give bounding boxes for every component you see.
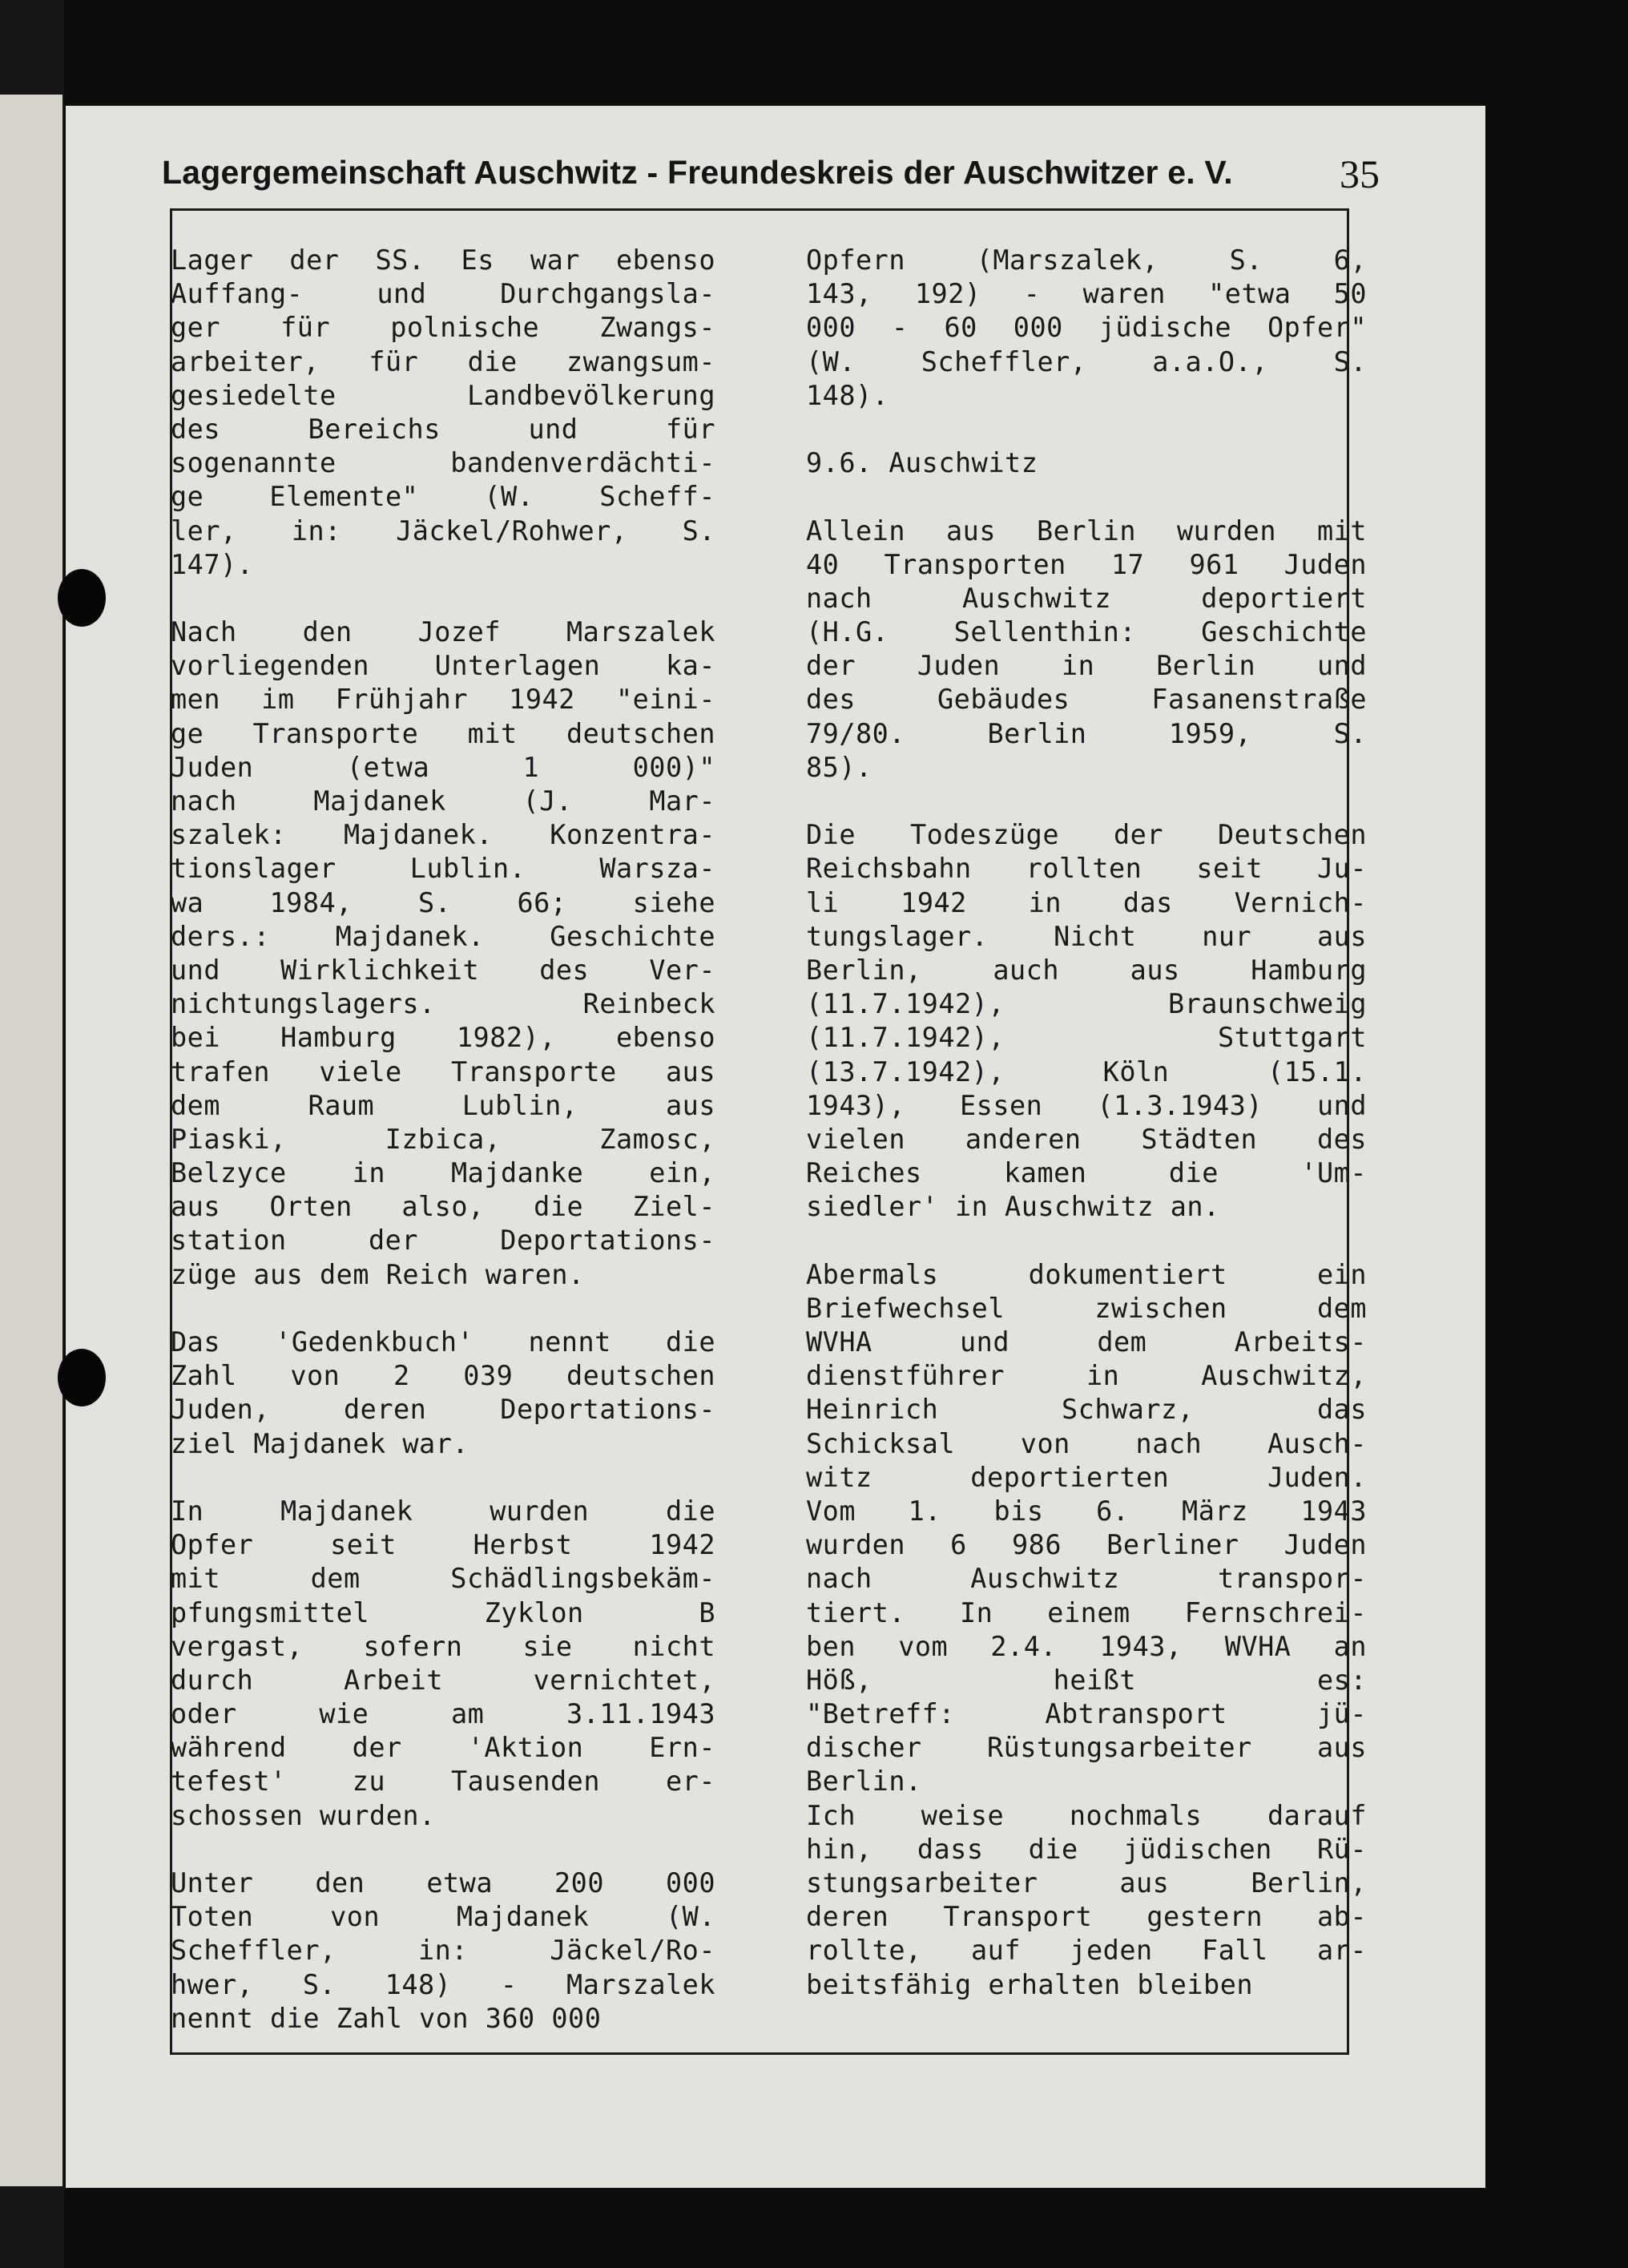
paragraph-gap bbox=[806, 785, 1383, 818]
text-line: rollte, auf jeden Fall ar- bbox=[806, 1935, 1367, 1967]
text-line: züge aus dem Reich waren. bbox=[171, 1258, 585, 1290]
text-line: Piaski, Izbica, Zamosc, bbox=[171, 1123, 715, 1155]
text-line: tefest' zu Tausenden er- bbox=[171, 1766, 715, 1798]
previous-page-edge bbox=[0, 95, 62, 2186]
text-line: Das 'Gedenkbuch' nennt die bbox=[171, 1326, 715, 1358]
text-line: szalek: Majdanek. Konzentra- bbox=[171, 819, 715, 851]
text-line: wa 1984, S. 66; siehe bbox=[171, 886, 715, 918]
left-text-column bbox=[171, 244, 731, 2036]
text-line: Reichsbahn rollten seit Ju- bbox=[806, 853, 1367, 885]
text-line: beitsfähig erhalten bleiben bbox=[806, 1968, 1254, 2000]
text-line: wurden 6 986 Berliner Juden bbox=[806, 1529, 1367, 1561]
text-line: stungsarbeiter aus Berlin, bbox=[806, 1867, 1367, 1899]
text-line: des Gebäudes Fasanenstraße bbox=[806, 684, 1367, 716]
text-line: Opfern (Marszalek, S. 6, bbox=[806, 244, 1367, 276]
text-line: gesiedelte Landbevölkerung bbox=[171, 379, 715, 411]
text-line: durch Arbeit vernichtet, bbox=[171, 1664, 715, 1696]
text-line: 40 Transporten 17 961 Juden bbox=[806, 548, 1367, 580]
paragraph-gap bbox=[806, 413, 1383, 446]
text-line: In Majdanek wurden die bbox=[171, 1495, 715, 1527]
paragraph-gap bbox=[806, 1224, 1383, 1257]
text-line: Reiches kamen die 'Um- bbox=[806, 1157, 1367, 1189]
text-line: men im Frühjahr 1942 "eini- bbox=[171, 684, 715, 716]
text-line: nennt die Zahl von 360 000 bbox=[171, 2002, 602, 2034]
text-line: 147). bbox=[171, 548, 254, 580]
text-line: vorliegenden Unterlagen ka- bbox=[171, 650, 715, 682]
text-line: Nach den Jozef Marszalek bbox=[171, 616, 715, 648]
text-line: Lager der SS. Es war ebenso bbox=[171, 244, 715, 276]
paragraph-gap bbox=[806, 480, 1383, 514]
text-line: des Bereichs und für bbox=[171, 413, 715, 445]
text-line: Belzyce in Majdanke ein, bbox=[171, 1157, 715, 1189]
text-line: discher Rüstungsarbeiter aus bbox=[806, 1732, 1367, 1764]
text-line: Zahl von 2 039 deutschen bbox=[171, 1360, 715, 1392]
paragraph-gap bbox=[171, 1833, 731, 1866]
text-line: ger für polnische Zwangs- bbox=[171, 312, 715, 344]
text-line: Höß, heißt es: bbox=[806, 1664, 1367, 1696]
text-line: "Betreff: Abtransport jü- bbox=[806, 1698, 1367, 1730]
text-line: nichtungslagers. Reinbeck bbox=[171, 988, 715, 1020]
text-line: ler, in: Jäckel/Rohwer, S. bbox=[171, 515, 715, 547]
text-line: Heinrich Schwarz, das bbox=[806, 1394, 1367, 1426]
text-line: nach Majdanek (J. Mar- bbox=[171, 785, 715, 817]
text-line: (11.7.1942), Stuttgart bbox=[806, 1022, 1367, 1054]
text-line: station der Deportations- bbox=[171, 1225, 715, 1257]
text-line: pfungsmittel Zyklon B bbox=[171, 1596, 715, 1628]
text-line: aus Orten also, die Ziel- bbox=[171, 1191, 715, 1223]
header-title: Lagergemeinschaft Auschwitz - Freundeskreis der Auschwitzer e. V. bbox=[162, 154, 1233, 191]
text-line: und Wirklichkeit des Ver- bbox=[171, 954, 715, 986]
text-line: Berlin, auch aus Hamburg bbox=[806, 954, 1367, 986]
text-line: (13.7.1942), Köln (15.1. bbox=[806, 1055, 1367, 1088]
text-line: ders.: Majdanek. Geschichte bbox=[171, 920, 715, 952]
text-line: (W. Scheffler, a.a.O., S. bbox=[806, 345, 1367, 377]
text-line: tungslager. Nicht nur aus bbox=[806, 920, 1367, 952]
text-line: Vom 1. bis 6. März 1943 bbox=[806, 1495, 1367, 1527]
text-line: der Juden in Berlin und bbox=[806, 650, 1367, 682]
document-page bbox=[66, 106, 1485, 2188]
paragraph-gap bbox=[171, 1461, 731, 1495]
page-header bbox=[162, 151, 1380, 202]
text-line: Scheffler, in: Jäckel/Ro- bbox=[171, 1935, 715, 1967]
text-line: bei Hamburg 1982), ebenso bbox=[171, 1022, 715, 1054]
paragraph-gap bbox=[171, 1292, 731, 1326]
text-line: Schicksal von nach Ausch- bbox=[806, 1427, 1367, 1459]
text-line: (11.7.1942), Braunschweig bbox=[806, 988, 1367, 1020]
text-line: 148). bbox=[806, 379, 889, 411]
text-line: Abermals dokumentiert ein bbox=[806, 1258, 1367, 1290]
text-line: oder wie am 3.11.1943 bbox=[171, 1698, 715, 1730]
text-line: deren Transport gestern ab- bbox=[806, 1901, 1367, 1933]
text-line: Toten von Majdanek (W. bbox=[171, 1901, 715, 1933]
text-line: hwer, S. 148) - Marszalek bbox=[171, 1968, 715, 2000]
text-line: li 1942 in das Vernich- bbox=[806, 886, 1367, 918]
text-line: arbeiter, für die zwangsum- bbox=[171, 345, 715, 377]
text-line: ben vom 2.4. 1943, WVHA an bbox=[806, 1630, 1367, 1662]
page-number: 35 bbox=[1340, 151, 1380, 196]
text-line: Briefwechsel zwischen dem bbox=[806, 1292, 1367, 1324]
text-line: Auffang- und Durchgangsla- bbox=[171, 278, 715, 310]
text-line: Unter den etwa 200 000 bbox=[171, 1867, 715, 1899]
text-line: witz deportierten Juden. bbox=[806, 1461, 1367, 1493]
text-line: (H.G. Sellenthin: Geschichte bbox=[806, 616, 1367, 648]
text-line: Allein aus Berlin wurden mit bbox=[806, 515, 1367, 547]
text-line: 9.6. Auschwitz bbox=[806, 447, 1038, 479]
text-line: tiert. In einem Fernschrei- bbox=[806, 1596, 1367, 1628]
text-line: siedler' in Auschwitz an. bbox=[806, 1191, 1220, 1223]
text-line: ge Elemente" (W. Scheff- bbox=[171, 481, 715, 513]
text-line: hin, dass die jüdischen Rü- bbox=[806, 1833, 1367, 1865]
text-line: vielen anderen Städten des bbox=[806, 1123, 1367, 1155]
text-line: Juden (etwa 1 000)" bbox=[171, 751, 715, 783]
text-line: trafen viele Transporte aus bbox=[171, 1055, 715, 1088]
text-line: WVHA und dem Arbeits- bbox=[806, 1326, 1367, 1358]
text-line: schossen wurden. bbox=[171, 1799, 436, 1831]
text-line: Juden, deren Deportations- bbox=[171, 1394, 715, 1426]
text-line: 1943), Essen (1.3.1943) und bbox=[806, 1089, 1367, 1121]
punch-hole bbox=[58, 569, 106, 627]
text-line: 000 - 60 000 jüdische Opfer" bbox=[806, 312, 1367, 344]
text-line: ziel Majdanek war. bbox=[171, 1427, 469, 1459]
text-line: vergast, sofern sie nicht bbox=[171, 1630, 715, 1662]
text-line: während der 'Aktion Ern- bbox=[171, 1732, 715, 1764]
text-line: Ich weise nochmals darauf bbox=[806, 1799, 1367, 1831]
punch-hole bbox=[58, 1349, 106, 1406]
text-line: nach Auschwitz transpor- bbox=[806, 1563, 1367, 1595]
text-line: Berlin. bbox=[806, 1766, 922, 1798]
text-line: sogenannte bandenverdächti- bbox=[171, 447, 715, 479]
text-line: 143, 192) - waren "etwa 50 bbox=[806, 278, 1367, 310]
text-line: dem Raum Lublin, aus bbox=[171, 1089, 715, 1121]
text-line: mit dem Schädlingsbekäm- bbox=[171, 1563, 715, 1595]
text-line: dienstführer in Auschwitz, bbox=[806, 1360, 1367, 1392]
text-line: 79/80. Berlin 1959, S. bbox=[806, 717, 1367, 749]
text-line: nach Auschwitz deportiert bbox=[806, 582, 1367, 614]
text-line: ge Transporte mit deutschen bbox=[171, 717, 715, 749]
text-line: Die Todeszüge der Deutschen bbox=[806, 819, 1367, 851]
text-line: 85). bbox=[806, 751, 872, 783]
paragraph-gap bbox=[171, 582, 731, 615]
right-text-column bbox=[806, 244, 1383, 2002]
text-line: tionslager Lublin. Warsza- bbox=[171, 853, 715, 885]
text-line: Opfer seit Herbst 1942 bbox=[171, 1529, 715, 1561]
